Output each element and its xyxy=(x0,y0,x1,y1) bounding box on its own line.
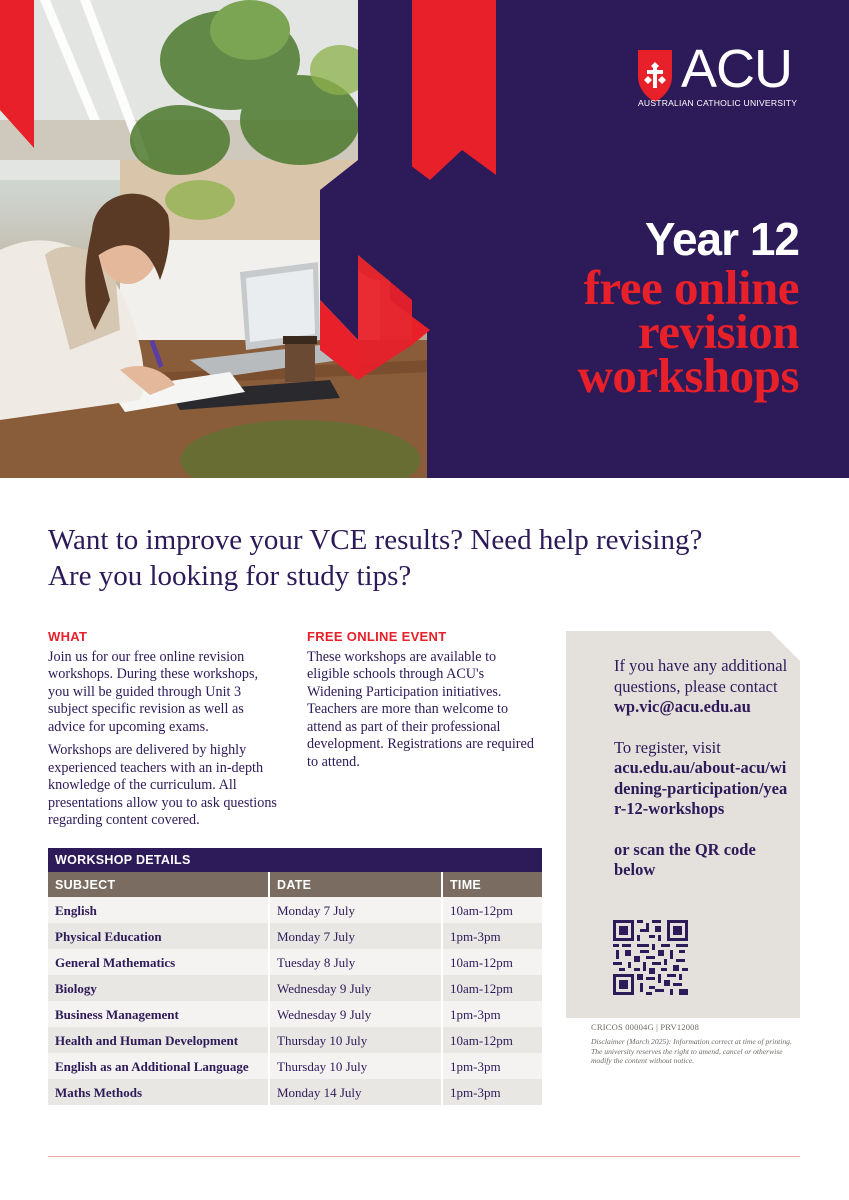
qr-instruction: or scan the QR code below xyxy=(614,839,756,879)
cell-time: 1pm-3pm xyxy=(450,1085,501,1100)
cell-date: Tuesday 8 July xyxy=(270,949,443,975)
table-body xyxy=(48,897,542,1105)
contact-text xyxy=(614,656,789,881)
table-row xyxy=(48,975,542,1001)
what-heading: WHAT xyxy=(48,629,88,644)
cell-subject: English as an Additional Language xyxy=(48,1053,270,1079)
table-row xyxy=(48,949,542,975)
table-row xyxy=(48,897,542,923)
workshop-table xyxy=(48,848,542,1105)
cell-time: 1pm-3pm xyxy=(450,1059,501,1074)
cricos-code: CRICOS 00004G | PRV12008 xyxy=(591,1022,700,1032)
qr-code-icon[interactable] xyxy=(613,920,688,995)
cell-date: Thursday 10 July xyxy=(270,1027,443,1053)
what-paragraph-1: Join us for our free online revision workshops. During these workshops, you will be guided through Unit 3 subject specific revision as well as advice for upcoming exams. xyxy=(48,648,259,735)
cell-time: 10am-12pm xyxy=(450,1033,513,1048)
headline-year: Year 12 xyxy=(644,213,799,265)
header-subject: SUBJECT xyxy=(48,872,270,897)
event-heading: FREE ONLINE EVENT xyxy=(307,629,447,644)
cell-subject: Biology xyxy=(48,975,270,1001)
cell-subject: Business Management xyxy=(48,1001,270,1027)
headline xyxy=(577,212,799,403)
cell-time: 1pm-3pm xyxy=(450,929,501,944)
ribbon-graphic xyxy=(320,0,500,380)
table-row xyxy=(48,1079,542,1105)
what-section xyxy=(48,628,280,836)
header-date: DATE xyxy=(270,872,443,897)
cell-subject: English xyxy=(48,897,270,923)
cell-date: Thursday 10 July xyxy=(270,1053,443,1079)
cell-subject: Physical Education xyxy=(48,923,270,949)
intro-line-2: Are you looking for study tips? xyxy=(48,560,412,592)
cell-subject: Maths Methods xyxy=(48,1079,270,1105)
what-paragraph-2: Workshops are delivered by highly experienced teachers with an in-depth knowledge of the curriculum. All presentations allow you to ask questions regarding content covered. xyxy=(48,742,277,828)
table-row xyxy=(48,1053,542,1079)
table-row xyxy=(48,1001,542,1027)
cell-date: Monday 7 July xyxy=(270,897,443,923)
footer-divider xyxy=(48,1156,800,1157)
cell-time: 10am-12pm xyxy=(450,903,513,918)
headline-line3: revision xyxy=(637,304,799,359)
disclaimer: Disclaimer (March 2025): Information correct at time of printing. The university reserves the right to amend, cancel or otherwise modify the content without notice. xyxy=(591,1037,792,1066)
table-row xyxy=(48,923,542,949)
event-section xyxy=(307,628,537,777)
hero-banner xyxy=(0,0,849,478)
intro-line-1: Want to improve your VCE results? Need help revising? xyxy=(48,524,703,556)
header-time: TIME xyxy=(450,878,482,892)
cell-date: Monday 7 July xyxy=(270,923,443,949)
table-title: WORKSHOP DETAILS xyxy=(48,848,542,872)
cell-subject: Health and Human Development xyxy=(48,1027,270,1053)
brand-subtitle: AUSTRALIAN CATHOLIC UNIVERSITY xyxy=(638,98,798,108)
event-paragraph: These workshops are available to eligible schools through ACU's Widening Participation initiatives. Teachers are more than welcome to attend as part of their professional development. Registrations are required to attend. xyxy=(307,648,534,770)
contact-email-link[interactable]: wp.vic@acu.edu.au xyxy=(614,697,751,716)
cell-date: Wednesday 9 July xyxy=(270,1001,443,1027)
table-header xyxy=(48,872,542,897)
cell-date: Wednesday 9 July xyxy=(270,975,443,1001)
cell-time: 10am-12pm xyxy=(450,955,513,970)
headline-line2: free online xyxy=(583,260,799,315)
cell-time: 1pm-3pm xyxy=(450,1007,501,1022)
headline-line4: workshops xyxy=(577,348,799,403)
cell-date: Monday 14 July xyxy=(270,1079,443,1105)
intro-heading xyxy=(48,522,768,594)
register-intro: To register, visit xyxy=(614,737,721,757)
table-row xyxy=(48,1027,542,1053)
contact-intro: If you have any additional questions, please contact xyxy=(614,656,788,696)
brand-name: ACU xyxy=(681,39,793,99)
register-url-link[interactable]: acu.edu.au/about-acu/widening-participation/year-12-workshops xyxy=(614,758,788,818)
cell-subject: General Mathematics xyxy=(48,949,270,975)
cell-time: 10am-12pm xyxy=(450,981,513,996)
